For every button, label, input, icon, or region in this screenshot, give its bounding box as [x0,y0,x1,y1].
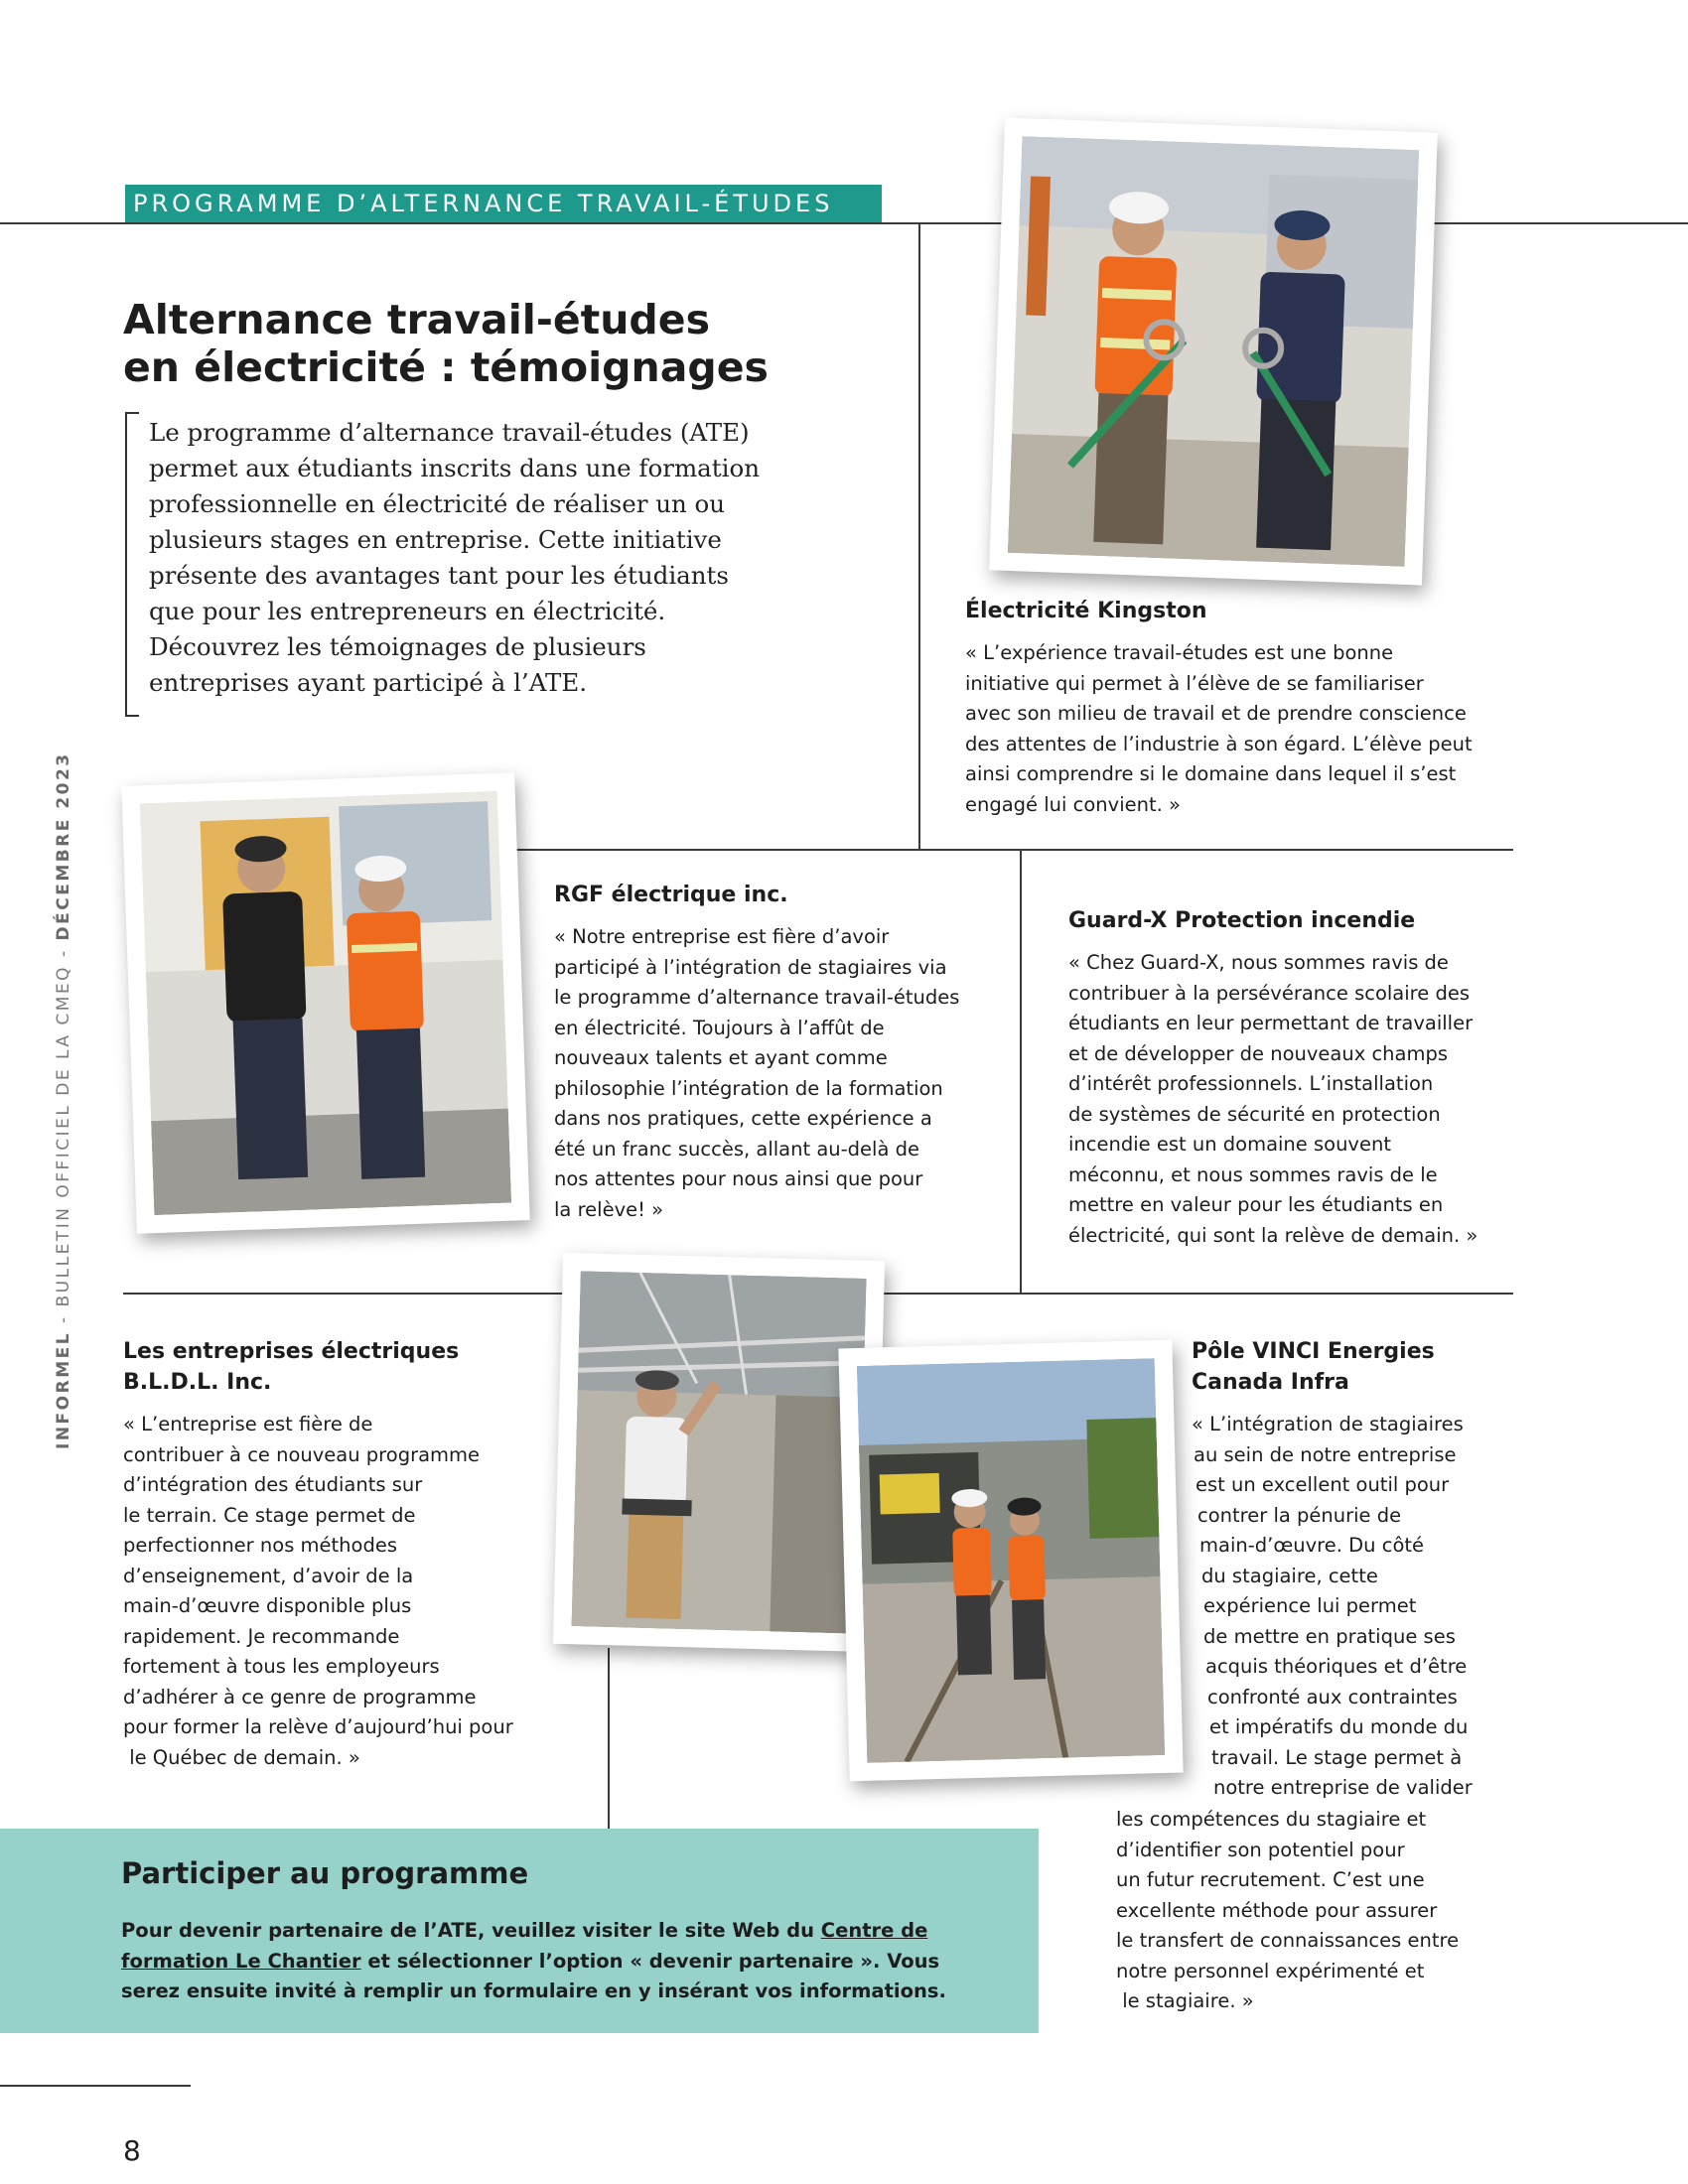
quote-line: confronté aux contraintes [1207,1685,1458,1708]
quote-line: étudiants en leur permettant de travailler [1068,1012,1474,1034]
callout-body [121,1916,995,2007]
side-label-magazine: INFORMEL [54,1330,73,1449]
quote-line: est un excellent outil pour [1196,1473,1450,1496]
quote-line: méconnu, et nous sommes ravis de le [1068,1162,1438,1186]
quote-line: au sein de notre entreprise [1194,1442,1457,1466]
photo-bldl-image [571,1271,866,1633]
testimonial-guardx-company: Guard-X Protection incendie [1068,908,1416,933]
quote-line: nos attentes pour nous ainsi que pour [554,1167,923,1190]
quote-line: pour former la relève d’aujourd’hui pour [123,1715,513,1738]
intro-line: permet aux étudiants inscrits dans une formation [149,454,761,482]
quote-line: fortement à tous les employeurs [123,1655,440,1678]
page-title [123,296,878,391]
quote-line: des attentes de l’industrie à son égard. L’élève peut [965,732,1473,755]
intro-line: professionnelle en électricité de réaliser un ou [149,489,726,518]
quote-line: initiative qui permet à l’élève de se familiariser [965,671,1424,695]
intro-line: que pour les entrepreneurs en électricité. [149,597,666,625]
testimonial-vinci [1192,1336,1609,1804]
quote-line: notre personnel expérimenté et [1116,1959,1425,1982]
quote-line: de systèmes de sécurité en protection [1068,1102,1441,1126]
quote-line: du stagiaire, cette [1201,1564,1378,1587]
intro-line: Découvrez les témoignages de plusieurs [149,632,646,661]
photo-vinci-image [857,1358,1165,1763]
quote-line: notre entreprise de valider [1213,1776,1473,1799]
quote-line: engagé lui convient. » [965,792,1181,816]
quote-line: le terrain. Ce stage permet de [123,1503,416,1527]
quote-line: « Chez Guard-X, nous sommes ravis de [1068,951,1449,974]
quote-line: ainsi comprendre si le domaine dans lequel il s’est [965,762,1457,785]
testimonial-rgf-company: RGF électrique inc. [554,883,788,907]
quote-line: de mettre en pratique ses [1203,1624,1456,1648]
callout-text-after: et sélectionner l’option « devenir partenaire ». Vous serez ensuite invité à remplir un formulaire en y insérant vos informations. [121,1949,946,2002]
quote-line: « Notre entreprise est fière d’avoir [554,925,890,948]
photo-kingston-image [1008,136,1419,567]
quote-line: main-d’œuvre disponible plus [123,1594,412,1617]
quote-line: les compétences du stagiaire et [1116,1808,1427,1831]
callout-text-before: Pour devenir partenaire de l’ATE, veuillez visiter le site Web du [121,1919,821,1942]
testimonial-bldl [123,1336,600,1773]
quote-line: d’enseignement, d’avoir de la [123,1564,414,1587]
testimonial-kingston-quote [965,638,1561,820]
company-name-line: Canada Infra [1192,1370,1349,1395]
testimonial-vinci-quote-right [1192,1410,1609,1804]
quote-line: « L’intégration de stagiaires [1192,1413,1464,1435]
bulletin-side-label [54,751,73,1449]
quote-line: le Québec de demain. » [123,1745,360,1769]
photo-rgf-workers [121,772,529,1234]
company-name-line: B.L.D.L. Inc. [123,1370,272,1395]
quote-line: incendie est un domaine souvent [1068,1133,1391,1156]
intro-bracket [125,412,139,717]
top-rule-right [1418,222,1688,224]
vertical-divider-lower [608,1648,610,1829]
intro-line: présente des avantages tant pour les étudiants [149,561,729,590]
quote-line: travail. Le stage permet à [1211,1745,1463,1769]
title-line-2: en électricité : témoignages [123,343,769,391]
photo-vinci-workers [838,1340,1183,1782]
testimonial-kingston [965,596,1561,820]
quote-line: d’intégration des étudiants sur [123,1473,423,1496]
quote-line: et impératifs du monde du [1209,1715,1469,1738]
quote-line: d’intérêt professionnels. L’installation [1068,1072,1434,1095]
quote-line: d’adhérer à ce genre de programme [123,1685,477,1708]
quote-line: contribuer à la persévérance scolaire des [1068,981,1470,1005]
top-rule [0,222,1003,224]
testimonial-bldl-company [123,1336,600,1398]
quote-line: perfectionner nos méthodes [123,1534,398,1557]
testimonial-rgf [554,880,1011,1225]
vertical-divider-middle [1020,851,1022,1293]
page-number: 8 [123,2134,141,2167]
intro-paragraph [149,415,844,701]
centre-formation-link[interactable]: Centre de formation Le Chantier [121,1919,928,1973]
quote-line: main-d’œuvre. Du côté [1199,1534,1425,1557]
testimonial-guardx [1068,905,1624,1251]
intro-line: plusieurs stages en entreprise. Cette initiative [149,525,722,554]
quote-line: un futur recrutement. C’est une [1116,1868,1425,1891]
participate-callout [0,1829,1039,2033]
quote-line: expérience lui permet [1203,1594,1417,1617]
vertical-divider-upper [918,224,920,850]
testimonial-kingston-company: Électricité Kingston [965,599,1207,623]
quote-line: la relève! » [554,1197,664,1221]
photo-kingston-workers [989,118,1438,586]
intro-line: entreprises ayant participé à l’ATE. [149,668,588,697]
quote-line: contrer la pénurie de [1197,1503,1402,1527]
quote-line: acquis théoriques et d’être [1205,1655,1468,1678]
testimonial-vinci-company [1192,1336,1609,1398]
footer-rule [0,2085,191,2087]
testimonial-guardx-quote [1068,948,1624,1251]
testimonial-bldl-quote [123,1410,600,1773]
quote-line: le programme d’alternance travail-études [554,986,960,1009]
quote-line: le stagiaire. » [1116,1989,1254,2012]
callout-heading: Participer au programme [121,1856,529,1890]
quote-line: « L’expérience travail-études est une bonne [965,641,1394,664]
quote-line: « L’entreprise est fière de [123,1413,373,1435]
section-tag: PROGRAMME D’ALTERNANCE TRAVAIL-ÉTUDES [125,185,882,222]
intro-line: Le programme d’alternance travail-études (ATE) [149,418,750,447]
testimonial-rgf-quote [554,922,1011,1225]
quote-line: été un franc succès, allant au-delà de [554,1137,919,1160]
quote-line: et de développer de nouveaux champs [1068,1041,1449,1065]
quote-line: électricité, qui sont la relève de demain. » [1068,1223,1478,1247]
quote-line: en électricité. Toujours à l’affût de [554,1016,885,1039]
quote-line: philosophie l’intégration de la formation [554,1076,943,1100]
quote-line: nouveaux talents et ayant comme [554,1046,888,1069]
quote-line: participé à l’intégration de stagiaires via [554,955,947,979]
quote-line: excellente méthode pour assurer [1116,1898,1438,1922]
company-name-line: Les entreprises électriques [123,1339,460,1364]
photo-bldl-worker [553,1253,885,1652]
quote-line: rapidement. Je recommande [123,1624,400,1648]
title-line-1: Alternance travail-études [123,296,710,343]
quote-line: le transfert de connaissances entre [1116,1929,1460,1952]
mid-rule-1 [506,849,1513,851]
testimonial-vinci-quote-bottom [1116,1805,1533,2017]
photo-rgf-image [140,791,511,1215]
side-label-date: DÉCEMBRE 2023 [54,751,73,941]
quote-line: contribuer à ce nouveau programme [123,1442,481,1466]
quote-line: d’identifier son potentiel pour [1116,1838,1405,1861]
quote-line: avec son milieu de travail et de prendre conscience [965,702,1467,725]
company-name-line: Pôle VINCI Energies [1192,1339,1435,1364]
quote-line: dans nos pratiques, cette expérience a [554,1107,932,1130]
quote-line: mettre en valeur pour les étudiants en [1068,1193,1444,1216]
side-label-middle: - BULLETIN OFFICIEL DE LA CMEQ - [54,940,73,1331]
